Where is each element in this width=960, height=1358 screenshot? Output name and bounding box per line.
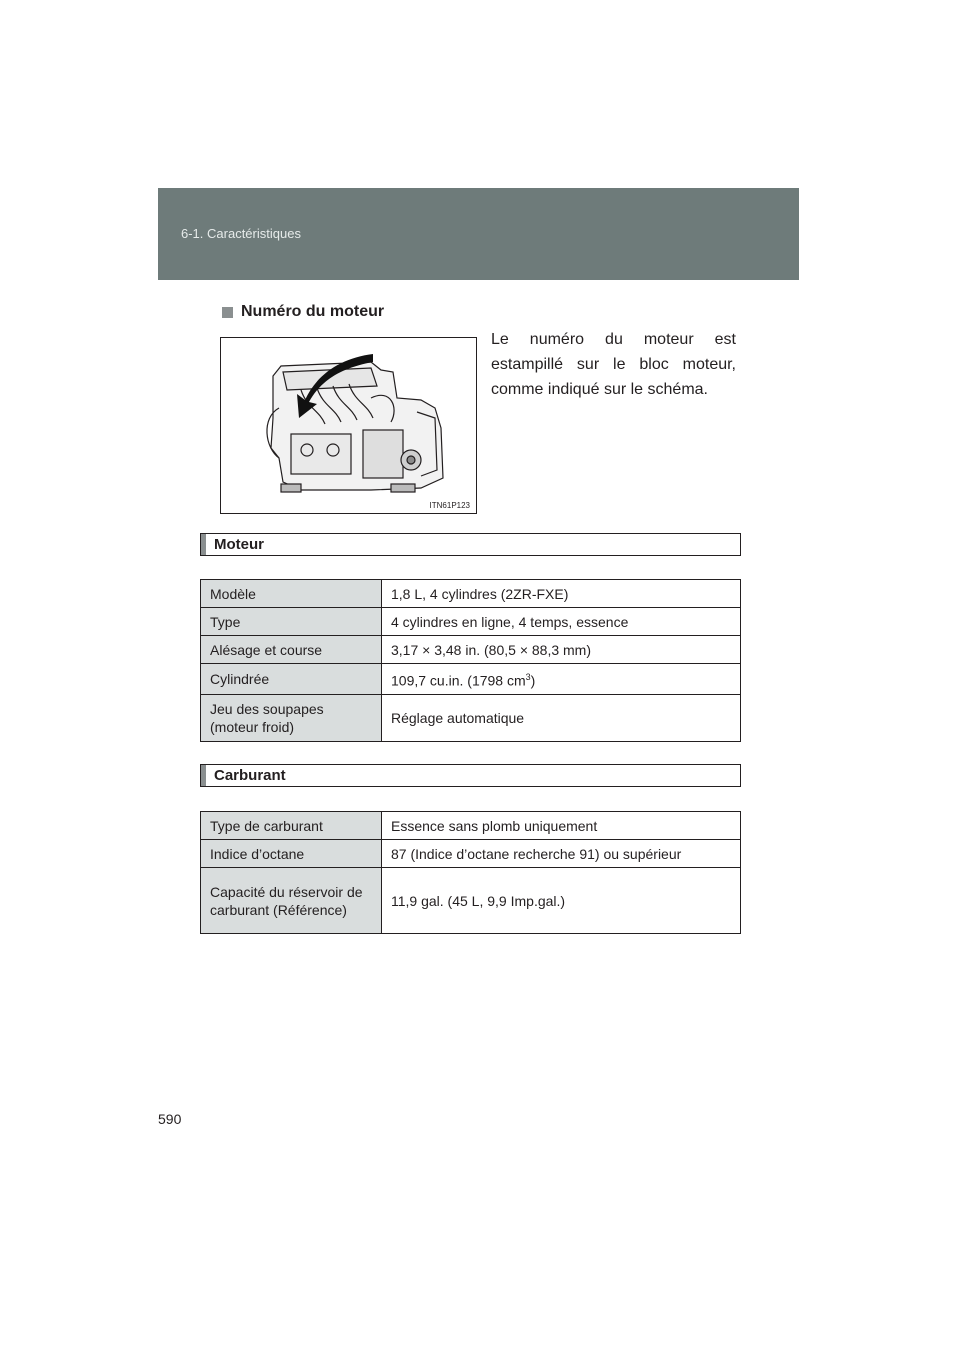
carburant-heading (200, 764, 741, 787)
table-row (201, 580, 741, 608)
page-number: 590 (158, 1111, 182, 1127)
header-band (158, 188, 799, 280)
engine-number-description: Le numéro du moteur est estampillé sur le bloc moteur, comme indiqué sur le schéma. (491, 331, 736, 398)
engine-drawing (221, 338, 476, 513)
square-bullet-icon (222, 307, 233, 318)
spec-label: Jeu des soupapes (moteur froid) (201, 694, 382, 741)
table-row (201, 694, 741, 741)
displacement-end: ) (530, 672, 536, 689)
moteur-title: Moteur (214, 536, 264, 553)
carburant-table (200, 811, 741, 934)
spec-value: 1,8 L, 4 cylindres (2ZR-FXE) (382, 580, 741, 608)
spec-value: 87 (Indice d’octane recherche 91) ou supérieur (382, 840, 741, 868)
table-row (201, 840, 741, 868)
spec-value: 11,9 gal. (45 L, 9,9 Imp.gal.) (382, 868, 741, 934)
spec-label: Type de carburant (201, 812, 382, 840)
spec-value: Réglage automatique (382, 694, 741, 741)
spec-label: Cylindrée (201, 664, 382, 695)
displacement-superscript: 3 (525, 672, 531, 682)
table-row (201, 812, 741, 840)
spec-value: Essence sans plomb uniquement (382, 812, 741, 840)
engine-number-title: Numéro du moteur (241, 303, 385, 320)
engine-illustration (220, 337, 477, 514)
table-row (201, 664, 741, 695)
spec-label: Capacité du réservoir de carburant (Référence) (201, 868, 382, 934)
heading-bar (201, 534, 206, 555)
displacement-text: 109,7 cu.in. (1798 cm (391, 672, 526, 689)
engine-number-heading (222, 303, 384, 321)
spec-label: Indice d’octane (201, 840, 382, 868)
figure-code: ITN61P123 (429, 501, 470, 510)
table-row (201, 608, 741, 636)
moteur-table (200, 579, 741, 742)
section-label: 6-1. Caractéristiques (181, 226, 301, 241)
moteur-heading (200, 533, 741, 556)
table-row (201, 636, 741, 664)
spec-value: 4 cylindres en ligne, 4 temps, essence (382, 608, 741, 636)
spec-label: Modèle (201, 580, 382, 608)
carburant-title: Carburant (214, 767, 286, 784)
spec-value-displacement (382, 664, 741, 695)
spec-label: Type (201, 608, 382, 636)
spec-label: Alésage et course (201, 636, 382, 664)
table-row (201, 868, 741, 934)
spec-value: 3,17 × 3,48 in. (80,5 × 88,3 mm) (382, 636, 741, 664)
heading-bar (201, 765, 206, 786)
